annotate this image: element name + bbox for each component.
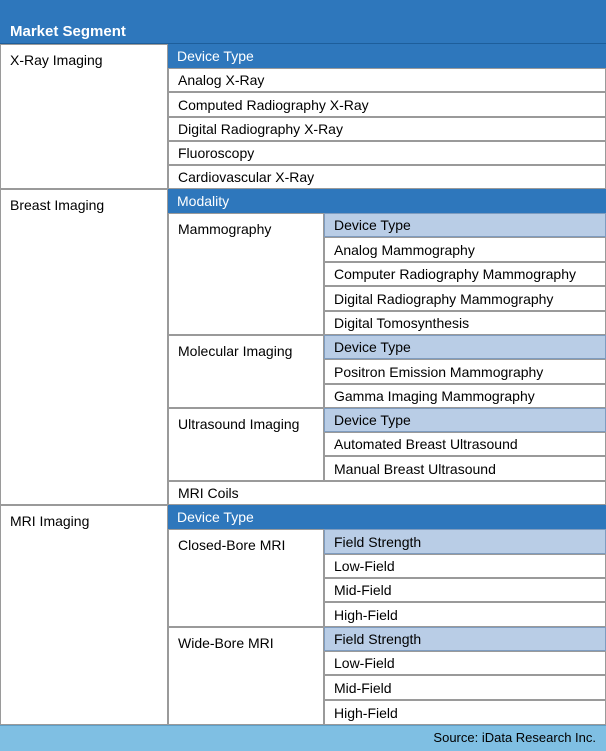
wide-bore-item: Low-Field — [324, 651, 606, 675]
molecular-item: Positron Emission Mammography — [324, 359, 606, 384]
molecular-device-type-header: Device Type — [324, 335, 606, 359]
mammography-item: Analog Mammography — [324, 237, 606, 262]
mammography-device-type-header: Device Type — [324, 213, 606, 237]
ultrasound-item: Manual Breast Ultrasound — [324, 456, 606, 481]
closed-bore-item: High-Field — [324, 602, 606, 627]
xray-item: Cardiovascular X-Ray — [168, 165, 606, 189]
ultrasound-device-type-header: Device Type — [324, 408, 606, 432]
segment-breast-label: Breast Imaging — [0, 189, 168, 505]
ultrasound-imaging-label: Ultrasound Imaging — [168, 408, 324, 481]
mammography-item: Computer Radiography Mammography — [324, 262, 606, 286]
segment-mri-label: MRI Imaging — [0, 505, 168, 725]
xray-item: Computed Radiography X-Ray — [168, 92, 606, 117]
wide-bore-item: Mid-Field — [324, 675, 606, 700]
mri-coils-item: MRI Coils — [168, 481, 606, 505]
xray-device-type-header: Device Type — [168, 44, 606, 68]
table-title-bar — [0, 0, 606, 44]
molecular-imaging-label: Molecular Imaging — [168, 335, 324, 408]
closed-bore-mri-label: Closed-Bore MRI — [168, 529, 324, 627]
wide-bore-mri-label: Wide-Bore MRI — [168, 627, 324, 725]
xray-item: Digital Radiography X-Ray — [168, 117, 606, 141]
source-text: Source: iData Research Inc. — [433, 730, 596, 745]
mammography-item: Digital Tomosynthesis — [324, 311, 606, 335]
xray-item: Analog X-Ray — [168, 68, 606, 92]
closed-bore-field-strength-header: Field Strength — [324, 529, 606, 554]
mammography-label: Mammography — [168, 213, 324, 335]
molecular-item: Gamma Imaging Mammography — [324, 384, 606, 408]
mammography-item: Digital Radiography Mammography — [324, 286, 606, 311]
breast-modality-header: Modality — [168, 189, 606, 213]
closed-bore-item: Mid-Field — [324, 578, 606, 602]
wide-bore-field-strength-header: Field Strength — [324, 627, 606, 651]
wide-bore-item: High-Field — [324, 700, 606, 725]
table-title: Market Segment — [10, 23, 126, 40]
closed-bore-item: Low-Field — [324, 554, 606, 578]
xray-item: Fluoroscopy — [168, 141, 606, 165]
segment-xray-label: X-Ray Imaging — [0, 44, 168, 189]
source-footer — [0, 725, 606, 751]
segment-grid — [0, 44, 606, 725]
mri-device-type-header: Device Type — [168, 505, 606, 529]
ultrasound-item: Automated Breast Ultrasound — [324, 432, 606, 456]
